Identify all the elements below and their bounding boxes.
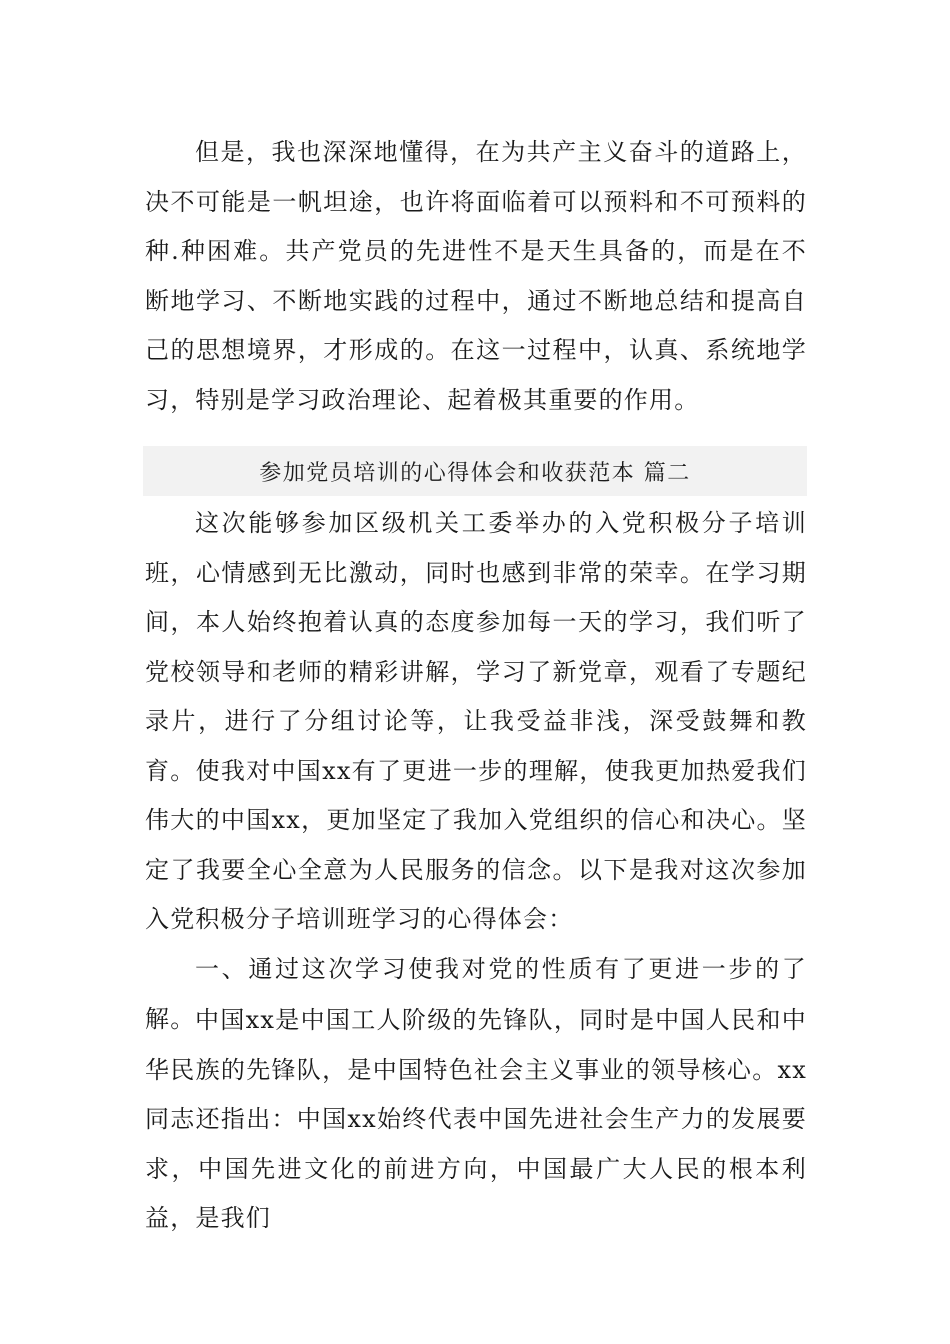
body-paragraph: 这次能够参加区级机关工委举办的入党积极分子培训班，心情感到无比激动，同时也感到非常的荣幸。在学习期间，本人始终抱着认真的态度参加每一天的学习，我们听了党校领导和老师的精彩讲解，学习了新党章，观看了专题纪录片，进行了分组讨论等，让我受益非浅，深受鼓舞和教育。使我对中国xx有了更进一步的理解，使我更加热爱我们伟大的中国xx，更加坚定了我加入党组织的信心和决心。坚定了我要全心全意为人民服务的信念。以下是我对这次参加入党积极分子培训班学习的心得体会： (145, 509, 807, 933)
body-paragraph: 但是，我也深深地懂得，在为共产主义奋斗的道路上，决不可能是一帆坦途，也许将面临着可以预料和不可预料的种.种困难。共产党员的先进性不是天生具备的，而是在不断地学习、不断地实践的过程中，通过不断地总结和提高自己的思想境界，才形成的。在这一过程中，认真、系统地学习，特别是学习政治理论、起着极其重要的作用。 (145, 138, 807, 414)
body-paragraph: 中国xx是中国工人阶级的先锋队，同时是中国人民和中华民族的先锋队，是中国特色社会主义事业的领导核心。xx同志还指出：中国xx始终代表中国先进社会生产力的发展要求，中国先进文化的前进方向，中国最广大人民的根本利益，是我们 (145, 1006, 807, 1232)
section-heading-bar (143, 446, 807, 496)
section-heading: 参加党员培训的心得体会和收获范本 篇二 (259, 460, 691, 486)
body-paragraph: 一、通过这次学习使我对党的性质有了更进一步的了解。 (145, 955, 807, 1033)
